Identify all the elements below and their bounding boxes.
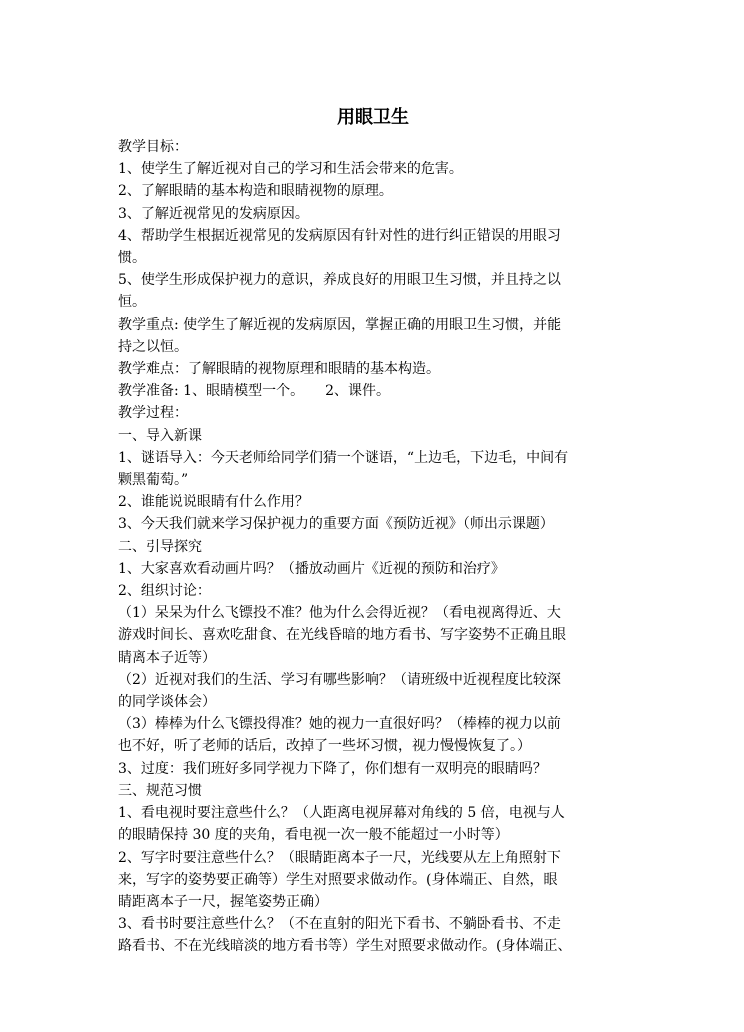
text-line: （2）近视对我们的生活、学习有哪些影响？（请班级中近视程度比较深 xyxy=(118,671,561,688)
document-body xyxy=(118,136,628,958)
text-line: 4、帮助学生根据近视常见的发病原因有针对性的进行纠正错误的用眼习 xyxy=(118,227,561,244)
text-line: 5、使学生形成保护视力的意识，养成良好的用眼卫生习惯，并且持之以 xyxy=(118,272,561,289)
text-line: 2、写字时要注意些什么？（眼睛距离本子一尺，光线要从左上角照射下 xyxy=(118,849,561,866)
text-line: 睛离本子近等） xyxy=(118,649,216,666)
text-line: 路看书、不在光线暗淡的地方看书等）学生对照要求做动作。(身体端正、 xyxy=(118,938,572,955)
text-line: 1、谜语导入：今天老师给同学们猜一个谜语，“上边毛，下边毛，中间有 xyxy=(118,449,569,466)
text-line: 惯。 xyxy=(118,250,146,267)
text-line: 持之以恒。 xyxy=(118,338,188,355)
text-line: 游戏时间长、喜欢吃甜食、在光线昏暗的地方看书、写字姿势不正确且眼 xyxy=(118,627,566,644)
text-line: 的同学谈体会） xyxy=(118,694,216,711)
text-line: 恒。 xyxy=(118,294,146,311)
document-title: 用眼卫生 xyxy=(337,107,409,128)
text-line: 一、导入新课 xyxy=(118,427,202,444)
text-line: 2、谁能说说眼睛有什么作用？ xyxy=(118,494,309,511)
text-line: 3、看书时要注意些什么？（不在直射的阳光下看书、不躺卧看书、不走 xyxy=(118,916,561,933)
text-line: 2、了解眼睛的基本构造和眼睛视物的原理。 xyxy=(118,183,393,200)
text-line: 教学过程： xyxy=(118,405,188,422)
text-line: 1、大家喜欢看动画片吗？（播放动画片《近视的预防和治疗》 xyxy=(118,560,505,577)
text-line: 2、组织讨论： xyxy=(118,583,211,600)
text-line: （3）棒棒为什么飞镖投得准？她的视力一直很好吗？（棒棒的视力以前 xyxy=(118,716,561,733)
text-line: 教学准备: 1、眼睛模型一个。 2、课件。 xyxy=(118,383,390,400)
text-line: 教学难点：了解眼睛的视物原理和眼睛的基本构造。 xyxy=(118,361,440,378)
text-line: 的眼睛保持 30 度的夹角，看电视一次一般不能超过一小时等） xyxy=(118,827,509,844)
text-line: 3、了解近视常见的发病原因。 xyxy=(118,205,309,222)
text-line: 来，写字的姿势要正确等）学生对照要求做动作。(身体端正、自然，眼 xyxy=(118,871,558,888)
text-line: 三、规范习惯 xyxy=(118,782,202,799)
text-line: 1、看电视时要注意些什么？（人距离电视屏幕对角线的 5 倍，电视与人 xyxy=(118,805,565,822)
text-line: 3、今天我们就来学习保护视力的重要方面《预防近视》（师出示课题） xyxy=(118,516,554,533)
text-line: 教学目标： xyxy=(118,139,188,155)
text-line: （1）呆呆为什么飞镖投不准？他为什么会得近视？（看电视离得近、大 xyxy=(118,605,561,622)
text-line: 也不好，听了老师的话后，改掉了一些坏习惯，视力慢慢恢复了。） xyxy=(118,738,531,755)
text-line: 3、过度：我们班好多同学视力下降了，你们想有一双明亮的眼睛吗？ xyxy=(118,760,547,777)
text-line: 颗黑葡萄。” xyxy=(118,472,189,489)
text-line: 睛距离本子一尺，握笔姿势正确） xyxy=(118,893,328,910)
text-line: 1、使学生了解近视对自己的学习和生活会带来的危害。 xyxy=(118,161,463,178)
text-line: 教学重点: 使学生了解近视的发病原因，掌握正确的用眼卫生习惯，并能 xyxy=(118,316,562,333)
text-line: 二、引导探究 xyxy=(118,538,202,555)
